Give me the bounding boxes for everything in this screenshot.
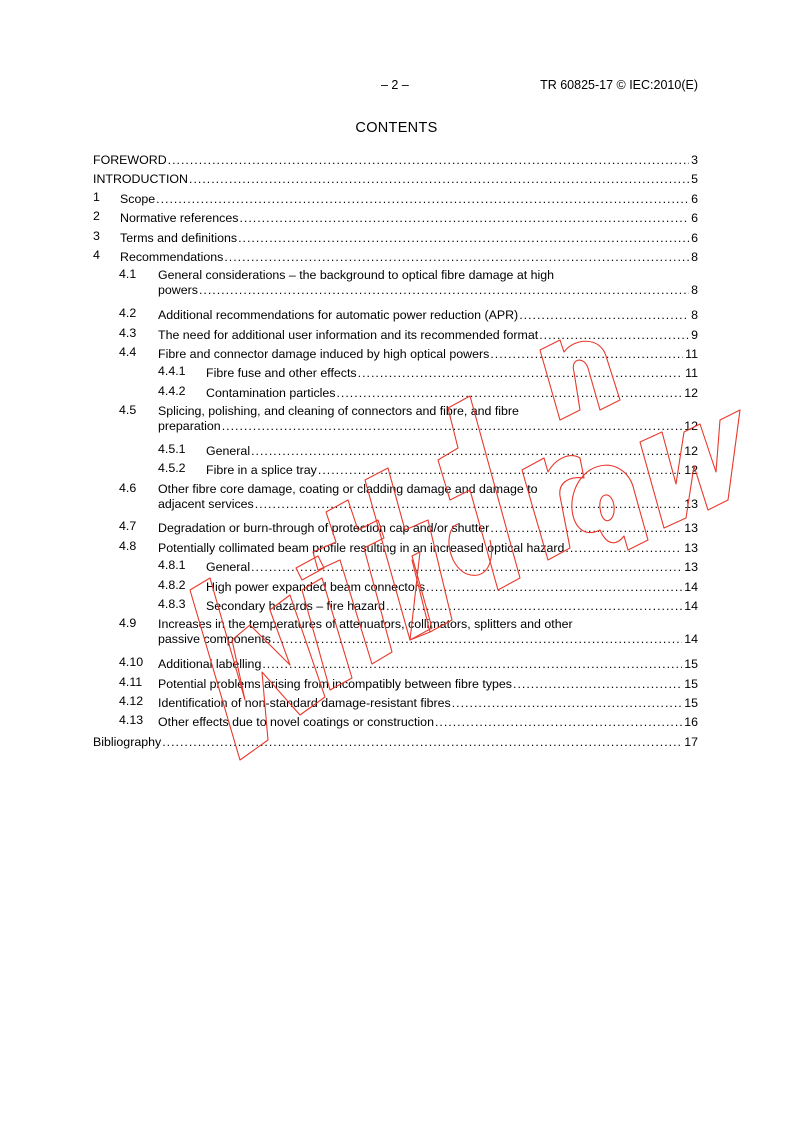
toc-entry-number: 4.13: [119, 713, 144, 728]
toc-entry-page: 14: [684, 579, 698, 594]
toc-entry-page: 13: [684, 521, 698, 536]
toc-entry-number: 4.5: [119, 403, 137, 418]
toc-entry-page: 5: [691, 172, 698, 187]
toc-entry-title: Additional labelling: [158, 657, 262, 672]
toc-entry-number: 2: [93, 209, 100, 224]
toc-entry-title: Additional recommendations for automatic power reduction (APR): [158, 308, 519, 323]
toc-entry-title: Terms and definitions: [120, 230, 238, 245]
toc-entry-page: 11: [685, 346, 698, 361]
toc-entry-number: 4.5.2: [158, 461, 186, 476]
toc-entry-page: 14: [684, 632, 698, 647]
toc-entry-number: 4.4.2: [158, 383, 186, 398]
toc-entry-number: 4.8.1: [158, 558, 186, 573]
toc-entry-page: 15: [684, 676, 698, 691]
toc-entry-title: High power expanded beam connectors: [206, 579, 426, 594]
toc-entry-title: Other effects due to novel coatings or construction: [158, 715, 434, 730]
toc-entry-number: 4.1: [119, 267, 137, 282]
toc-entry-title: Recommendations: [120, 249, 224, 264]
toc-entry-number: 4.8: [119, 538, 137, 553]
toc-entry-page: 3: [691, 152, 698, 167]
toc-entry-title: General: [206, 443, 251, 458]
toc-entry-title-line1: Increases in the temperatures of attenuators, collimators, splitters and other: [158, 617, 573, 632]
toc-entry-title: adjacent services: [158, 496, 254, 511]
toc-entry-number: 4.9: [119, 616, 137, 631]
toc-entry-page: 13: [684, 496, 698, 511]
toc-entry-title: Fibre and connector damage induced by high optical powers: [158, 346, 490, 361]
toc-entry-title: INTRODUCTION: [93, 172, 188, 187]
toc-entry-title: Identification of non-standard damage-resistant fibres: [158, 695, 451, 710]
toc-entry-number: 4.3: [119, 325, 137, 340]
toc-entry-number: 4.4: [119, 344, 137, 359]
toc-entry-page: 12: [684, 385, 698, 400]
toc-entry-number: 4.6: [119, 480, 137, 495]
toc-entry-title: Fibre in a splice tray: [206, 463, 317, 478]
toc-entry-page: 12: [684, 443, 698, 458]
toc-entry-title: Normative references: [120, 211, 239, 226]
toc-entry-number: 4.5.1: [158, 441, 186, 456]
toc-entry-title: FOREWORD: [93, 152, 167, 167]
toc-entry-number: 3: [93, 228, 100, 243]
page-number: – 2 –: [381, 78, 409, 92]
toc-entry-page: 8: [691, 283, 698, 298]
toc-entry-title-line1: Other fibre core damage, coating or cladding damage and damage to: [158, 481, 538, 496]
toc-entry-page: 16: [684, 715, 698, 730]
toc-entry-number: 1: [93, 189, 100, 204]
toc-entry-title-line1: General considerations – the background to optical fibre damage at high: [158, 268, 555, 283]
toc-entry-title: passive components: [158, 632, 271, 647]
toc-entry-page: 14: [684, 599, 698, 614]
toc-entry-title: Scope: [120, 191, 156, 206]
toc-entry-page: 9: [691, 327, 698, 342]
toc-entry-number: 4.10: [119, 655, 144, 670]
toc-entry-page: 11: [685, 366, 698, 381]
toc-entry-page: 6: [691, 211, 698, 226]
toc-entry-title-line1: Splicing, polishing, and cleaning of connectors and fibre, and fibre: [158, 404, 519, 419]
toc-entry-page: 13: [684, 560, 698, 575]
toc-entry-title: preparation: [158, 419, 221, 434]
toc-entry-page: 15: [684, 695, 698, 710]
toc-entry-number: 4.7: [119, 519, 137, 534]
toc-entry-page: 6: [691, 191, 698, 206]
toc-entry-page: 8: [691, 308, 698, 323]
toc-entry-title: Fibre fuse and other effects: [206, 366, 357, 381]
toc-entry-title: Bibliography: [93, 734, 162, 749]
document-reference: TR 60825-17 © IEC:2010(E): [540, 78, 698, 92]
toc-entry-page: 17: [684, 734, 698, 749]
toc-entry-number: 4.8.2: [158, 577, 186, 592]
toc-entry-number: 4.2: [119, 306, 137, 321]
contents-title: CONTENTS: [355, 120, 438, 136]
toc-entry-title: The need for additional user information and its recommended format: [158, 327, 539, 342]
toc-entry-page: 13: [684, 540, 698, 555]
toc-entry-number: 4.4.1: [158, 364, 186, 379]
toc-entry-page: 15: [684, 657, 698, 672]
toc-entry-title: Degradation or burn-through of protection cap and/or shutter: [158, 521, 490, 536]
toc-entry-page: 12: [684, 463, 698, 478]
toc-entry-title: Secondary hazards – fire hazard: [206, 599, 386, 614]
toc-entry-title: Potentially collimated beam profile resulting in an increased optical hazard: [158, 540, 565, 555]
toc-entry-number: 4.12: [119, 694, 144, 708]
toc-entry-number: 4: [93, 247, 100, 262]
toc-entry-page: 12: [684, 419, 698, 434]
toc-entry-page: 8: [691, 249, 698, 264]
toc-entry-title: Contamination particles: [206, 385, 336, 400]
toc-entry-number: 4.8.3: [158, 597, 186, 612]
toc-entry-title: General: [206, 560, 251, 575]
toc-entry-page: 6: [691, 230, 698, 245]
toc-entry-title: Potential problems arising from incompatibly between fibre types: [158, 676, 512, 691]
toc-entry-number: 4.11: [119, 674, 143, 689]
toc-entry-title: powers: [158, 283, 198, 298]
